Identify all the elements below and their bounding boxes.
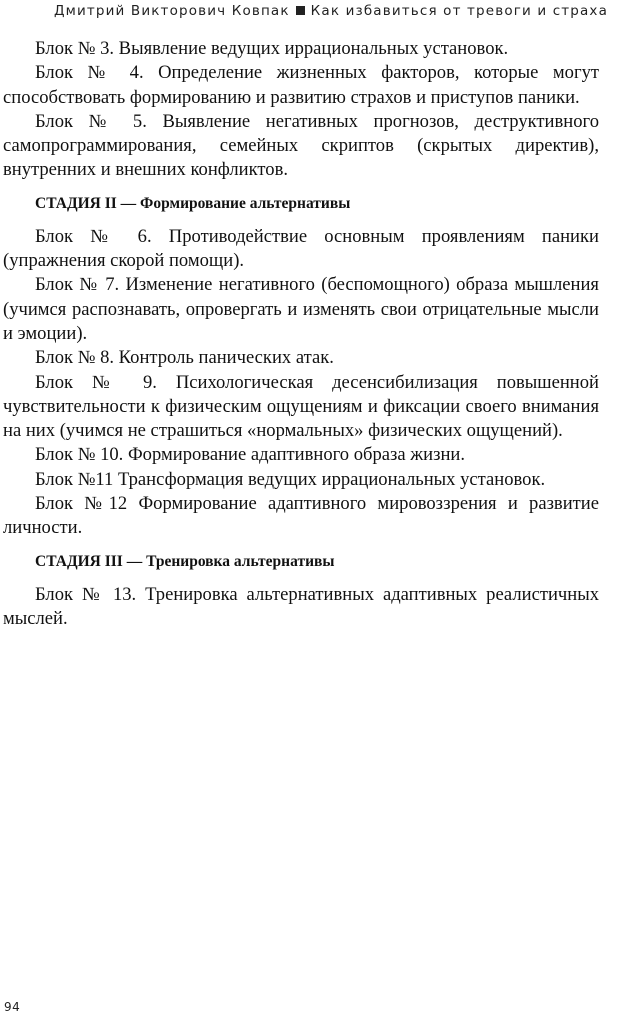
paragraph-block-3: Блок № 3. Выявление ведущих иррациональных установок. — [35, 38, 509, 59]
paragraph-block-10: Блок № 10. Формирование адаптивного образа жизни. — [35, 444, 465, 466]
paragraph-block-7: Блок № 7. Изменение негативного (беспомощного) образа мышления (учимся распознавать, опровергать и изменять свои отрицательные мысли и эмоции). — [3, 274, 599, 344]
paragraph-block-9: Блок № 9. Психологическая десенсибилизация повышенной чувствительности к физическим ощущениям и фиксации своего внимания на них (учимся не страшиться «нормальных» физических ощущений). — [3, 371, 599, 442]
paragraph-block-4: Блок № 4. Определение жизненных факторов, которые могут способствовать формированию и развитию страхов и приступов паники. — [3, 62, 599, 108]
square-separator-icon — [296, 6, 305, 15]
paragraph-block-13: Блок № 13. Тренировка альтернативных адаптивных реалистичных мыслей. — [3, 583, 599, 629]
stage-3-heading: СТАДИЯ III — Тренировка альтернативы — [35, 552, 335, 570]
stage-2-heading: СТАДИЯ II — Формирование альтернативы — [35, 194, 351, 212]
header-author: Дмитрий Викторович Ковпак — [53, 3, 290, 19]
page-body — [3, 37, 599, 631]
paragraph-block-11: Блок №11 Трансформация ведущих иррациональных установок. — [35, 468, 546, 490]
page-number: 94 — [4, 1000, 21, 1014]
paragraph-block-8: Блок № 8. Контроль панических атак. — [35, 347, 334, 369]
paragraph-block-12: Блок №12 Формирование адаптивного мировоззрения и развитие личности. — [3, 493, 599, 539]
running-header — [54, 3, 608, 19]
paragraph-block-5: Блок № 5. Выявление негативных прогнозов, деструктивного самопрограммирования, семейных скриптов (скрытых директив), внутренних и внешних конфликтов. — [3, 110, 599, 181]
header-book-title: Как избавиться от тревоги и страха — [310, 3, 608, 19]
paragraph-block-6: Блок № 6. Противодействие основным проявлениям паники (упражнения скорой помощи). — [3, 225, 599, 272]
